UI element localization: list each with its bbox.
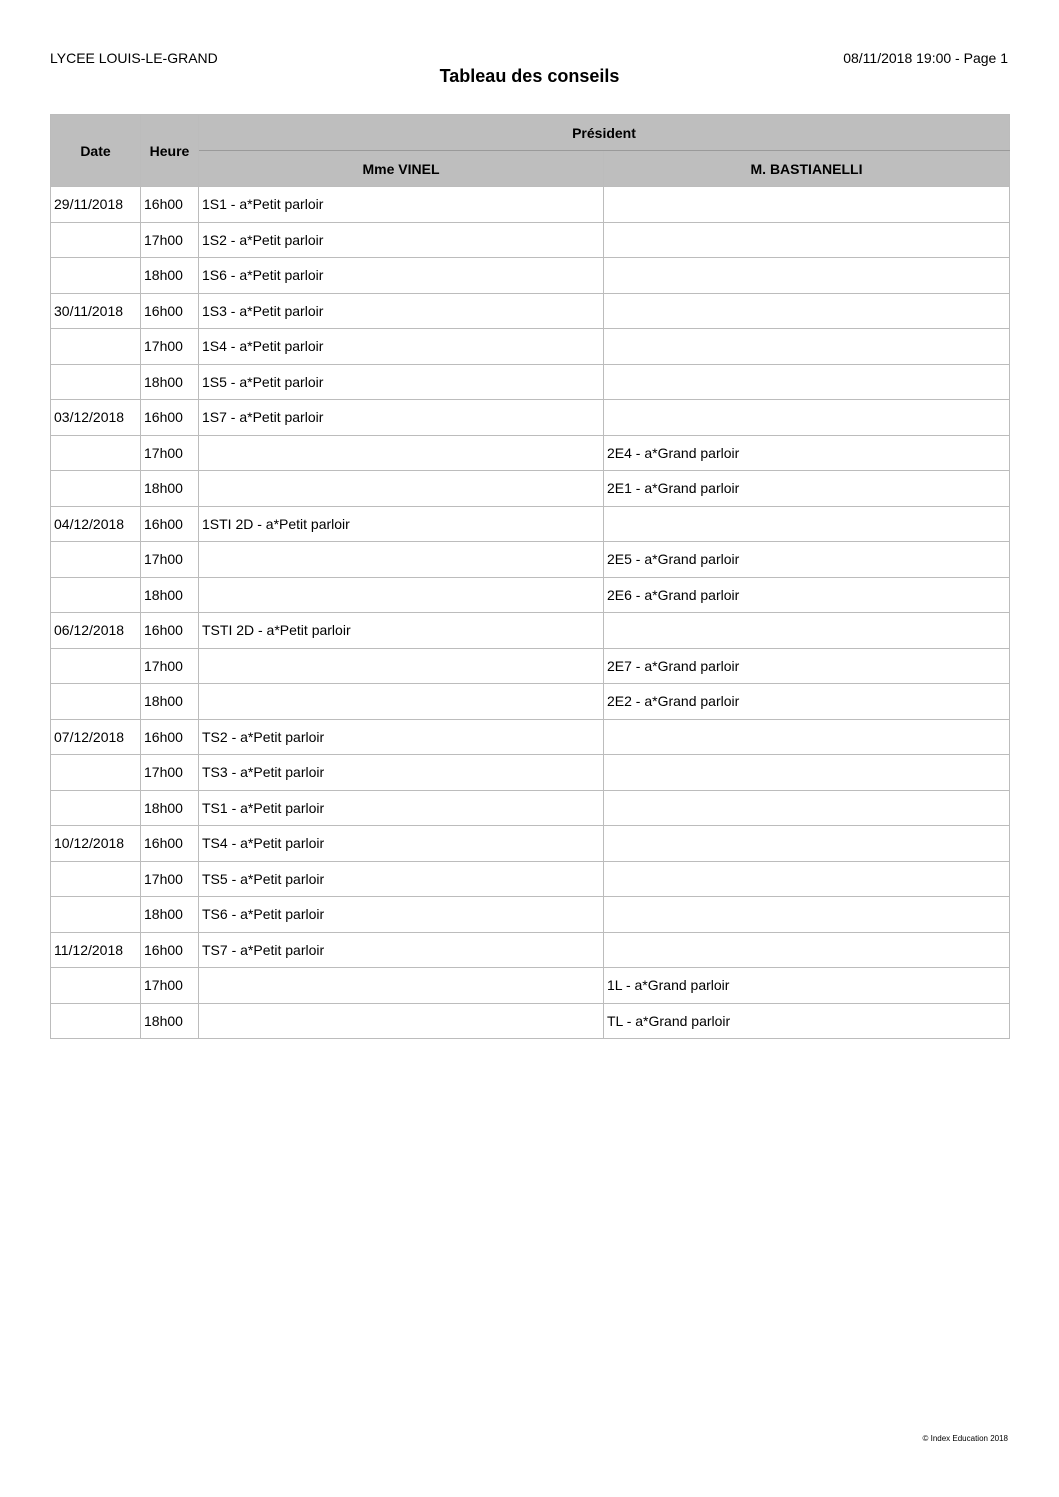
cell-vinel <box>199 684 604 720</box>
cell-heure: 18h00 <box>141 471 199 507</box>
column-header-bastianelli: M. BASTIANELLI <box>604 151 1010 187</box>
column-group-president: Président <box>199 115 1010 151</box>
cell-vinel <box>199 435 604 471</box>
table-row <box>51 719 1010 755</box>
cell-bastianelli: 2E7 - a*Grand parloir <box>604 648 1010 684</box>
cell-vinel <box>199 577 604 613</box>
cell-bastianelli: 2E6 - a*Grand parloir <box>604 577 1010 613</box>
cell-heure: 18h00 <box>141 364 199 400</box>
column-header-heure: Heure <box>141 115 199 187</box>
table-row <box>51 826 1010 862</box>
cell-date <box>51 861 141 897</box>
cell-date <box>51 897 141 933</box>
cell-heure: 16h00 <box>141 187 199 223</box>
column-header-vinel: Mme VINEL <box>199 151 604 187</box>
cell-date: 06/12/2018 <box>51 613 141 649</box>
table-row <box>51 932 1010 968</box>
cell-heure: 17h00 <box>141 222 199 258</box>
table-row <box>51 897 1010 933</box>
cell-date: 04/12/2018 <box>51 506 141 542</box>
cell-date: 07/12/2018 <box>51 719 141 755</box>
table-row <box>51 542 1010 578</box>
page-title: Tableau des conseils <box>439 66 620 86</box>
cell-heure: 18h00 <box>141 684 199 720</box>
table-row <box>51 293 1010 329</box>
cell-date <box>51 258 141 294</box>
cell-bastianelli <box>604 258 1010 294</box>
cell-vinel: TS2 - a*Petit parloir <box>199 719 604 755</box>
cell-date: 29/11/2018 <box>51 187 141 223</box>
cell-vinel: TSTI 2D - a*Petit parloir <box>199 613 604 649</box>
column-header-date: Date <box>51 115 141 187</box>
cell-heure: 16h00 <box>141 506 199 542</box>
table-row <box>51 790 1010 826</box>
cell-bastianelli <box>604 329 1010 365</box>
cell-heure: 16h00 <box>141 400 199 436</box>
table-row <box>51 506 1010 542</box>
cell-vinel <box>199 471 604 507</box>
cell-bastianelli <box>604 932 1010 968</box>
cell-bastianelli: 2E5 - a*Grand parloir <box>604 542 1010 578</box>
cell-date: 11/12/2018 <box>51 932 141 968</box>
cell-date: 03/12/2018 <box>51 400 141 436</box>
cell-date <box>51 471 141 507</box>
cell-heure: 16h00 <box>141 826 199 862</box>
table-row <box>51 400 1010 436</box>
cell-bastianelli: 2E1 - a*Grand parloir <box>604 471 1010 507</box>
cell-bastianelli <box>604 755 1010 791</box>
table-row <box>51 613 1010 649</box>
cell-heure: 16h00 <box>141 613 199 649</box>
table-row <box>51 684 1010 720</box>
cell-vinel: TS6 - a*Petit parloir <box>199 897 604 933</box>
cell-vinel: 1S7 - a*Petit parloir <box>199 400 604 436</box>
cell-date <box>51 577 141 613</box>
table-row <box>51 258 1010 294</box>
cell-bastianelli: 1L - a*Grand parloir <box>604 968 1010 1004</box>
cell-bastianelli <box>604 364 1010 400</box>
cell-date <box>51 364 141 400</box>
cell-vinel: 1S2 - a*Petit parloir <box>199 222 604 258</box>
cell-heure: 18h00 <box>141 790 199 826</box>
cell-bastianelli <box>604 506 1010 542</box>
cell-vinel: 1S6 - a*Petit parloir <box>199 258 604 294</box>
cell-bastianelli <box>604 719 1010 755</box>
cell-vinel <box>199 1003 604 1039</box>
cell-vinel: 1S1 - a*Petit parloir <box>199 187 604 223</box>
cell-date <box>51 542 141 578</box>
header-row-top <box>51 115 1010 151</box>
cell-bastianelli <box>604 790 1010 826</box>
table-row <box>51 577 1010 613</box>
cell-date: 10/12/2018 <box>51 826 141 862</box>
cell-bastianelli: TL - a*Grand parloir <box>604 1003 1010 1039</box>
conseils-table <box>50 114 1010 1039</box>
table-row <box>51 471 1010 507</box>
cell-heure: 17h00 <box>141 435 199 471</box>
cell-bastianelli <box>604 826 1010 862</box>
cell-vinel: TS4 - a*Petit parloir <box>199 826 604 862</box>
cell-vinel <box>199 648 604 684</box>
cell-bastianelli <box>604 400 1010 436</box>
print-date-page: 08/11/2018 19:00 - Page 1 <box>843 50 1008 66</box>
cell-heure: 18h00 <box>141 897 199 933</box>
cell-vinel: TS1 - a*Petit parloir <box>199 790 604 826</box>
table-row <box>51 968 1010 1004</box>
table-row <box>51 187 1010 223</box>
cell-heure: 17h00 <box>141 968 199 1004</box>
cell-heure: 18h00 <box>141 258 199 294</box>
cell-heure: 18h00 <box>141 577 199 613</box>
cell-date <box>51 222 141 258</box>
cell-vinel <box>199 542 604 578</box>
cell-bastianelli <box>604 187 1010 223</box>
cell-date <box>51 790 141 826</box>
cell-heure: 17h00 <box>141 755 199 791</box>
table-row <box>51 648 1010 684</box>
table-row <box>51 364 1010 400</box>
table-row <box>51 755 1010 791</box>
cell-bastianelli: 2E4 - a*Grand parloir <box>604 435 1010 471</box>
table-body <box>51 187 1010 1039</box>
cell-vinel <box>199 968 604 1004</box>
cell-vinel: 1STI 2D - a*Petit parloir <box>199 506 604 542</box>
cell-bastianelli <box>604 861 1010 897</box>
cell-bastianelli: 2E2 - a*Grand parloir <box>604 684 1010 720</box>
cell-heure: 17h00 <box>141 329 199 365</box>
cell-date <box>51 1003 141 1039</box>
cell-heure: 18h00 <box>141 1003 199 1039</box>
cell-date: 30/11/2018 <box>51 293 141 329</box>
cell-heure: 17h00 <box>141 861 199 897</box>
cell-vinel: 1S4 - a*Petit parloir <box>199 329 604 365</box>
table-header <box>51 115 1010 187</box>
cell-heure: 17h00 <box>141 648 199 684</box>
table-row <box>51 222 1010 258</box>
cell-heure: 16h00 <box>141 932 199 968</box>
cell-heure: 16h00 <box>141 719 199 755</box>
cell-heure: 16h00 <box>141 293 199 329</box>
cell-vinel: TS3 - a*Petit parloir <box>199 755 604 791</box>
cell-date <box>51 435 141 471</box>
cell-bastianelli <box>604 293 1010 329</box>
cell-vinel: 1S3 - a*Petit parloir <box>199 293 604 329</box>
table-row <box>51 1003 1010 1039</box>
copyright-footer: © Index Education 2018 <box>922 1434 1008 1443</box>
cell-date <box>51 648 141 684</box>
table-row <box>51 435 1010 471</box>
cell-date <box>51 329 141 365</box>
cell-bastianelli <box>604 613 1010 649</box>
cell-heure: 17h00 <box>141 542 199 578</box>
cell-date <box>51 968 141 1004</box>
cell-vinel: TS5 - a*Petit parloir <box>199 861 604 897</box>
cell-bastianelli <box>604 222 1010 258</box>
school-name: LYCEE LOUIS-LE-GRAND <box>50 50 218 66</box>
cell-date <box>51 755 141 791</box>
cell-bastianelli <box>604 897 1010 933</box>
table-row <box>51 861 1010 897</box>
cell-date <box>51 684 141 720</box>
cell-vinel: 1S5 - a*Petit parloir <box>199 364 604 400</box>
cell-vinel: TS7 - a*Petit parloir <box>199 932 604 968</box>
table-row <box>51 329 1010 365</box>
